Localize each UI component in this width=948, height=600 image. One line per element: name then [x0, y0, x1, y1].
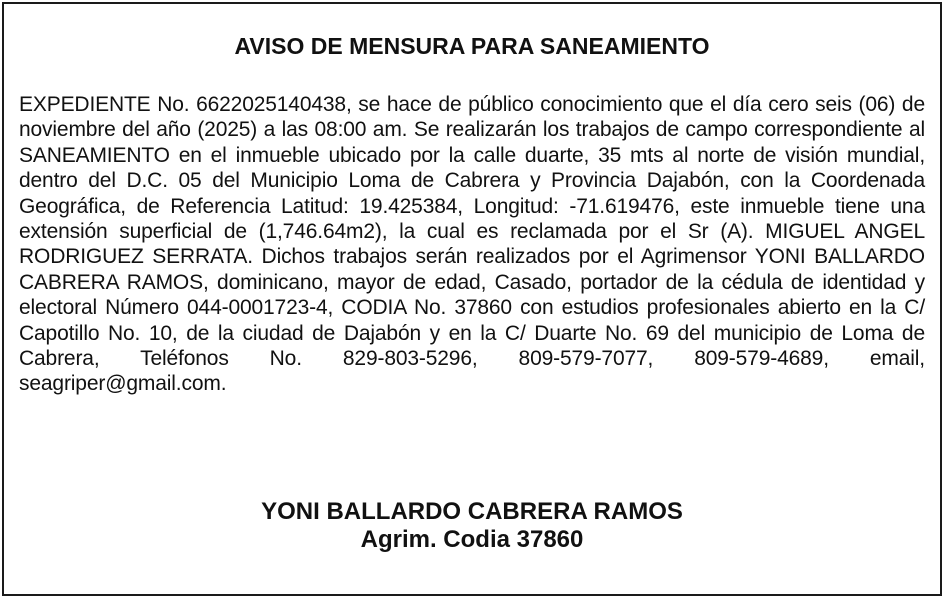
notice-title: AVISO DE MENSURA PARA SANEAMIENTO	[234, 33, 710, 59]
notice-body: EXPEDIENTE No. 6622025140438, se hace de público conocimiento que el día cero seis (06) de noviembre del año (2025) a las 08:00 am. Se realizarán los trabajos de campo correspondiente al SANEAMIENTO en el inmueble ubicado por la calle duarte, 35 mts al norte de visión mundial, dentro del D.C. 05 del Municipio Loma de Cabrera y Provincia Dajabón, con la Coordenada Geográfica, de Referencia Latitud: 19.425384, Longitud: -71.619476, este inmueble tiene una extensión superficial de (1,746.64m2), la cual es reclamada por el Sr (A). MIGUEL ANGEL RODRIGUEZ SERRATA. Dichos trabajos serán realizados por el Agrimensor YONI BALLARDO CABRERA RAMOS, dominicano, mayor de edad, Casado, portador de la cédula de identidad y electoral Número 044-0001723-4, CODIA No. 37860 con estudios profesionales abierto en la C/ Capotillo No. 10, de la ciudad de Dajabón y en la C/ Duarte No. 69 del municipio de Loma de Cabrera, Teléfonos No. 829-803-5296, 809-579-7077, 809-579-4689, email, seagriper@gmail.com.	[19, 93, 925, 396]
legal-notice-box	[2, 2, 942, 596]
signer-credential: Agrim. Codia 37860	[360, 526, 584, 553]
signer-name: YONI BALLARDO CABRERA RAMOS	[261, 498, 683, 525]
